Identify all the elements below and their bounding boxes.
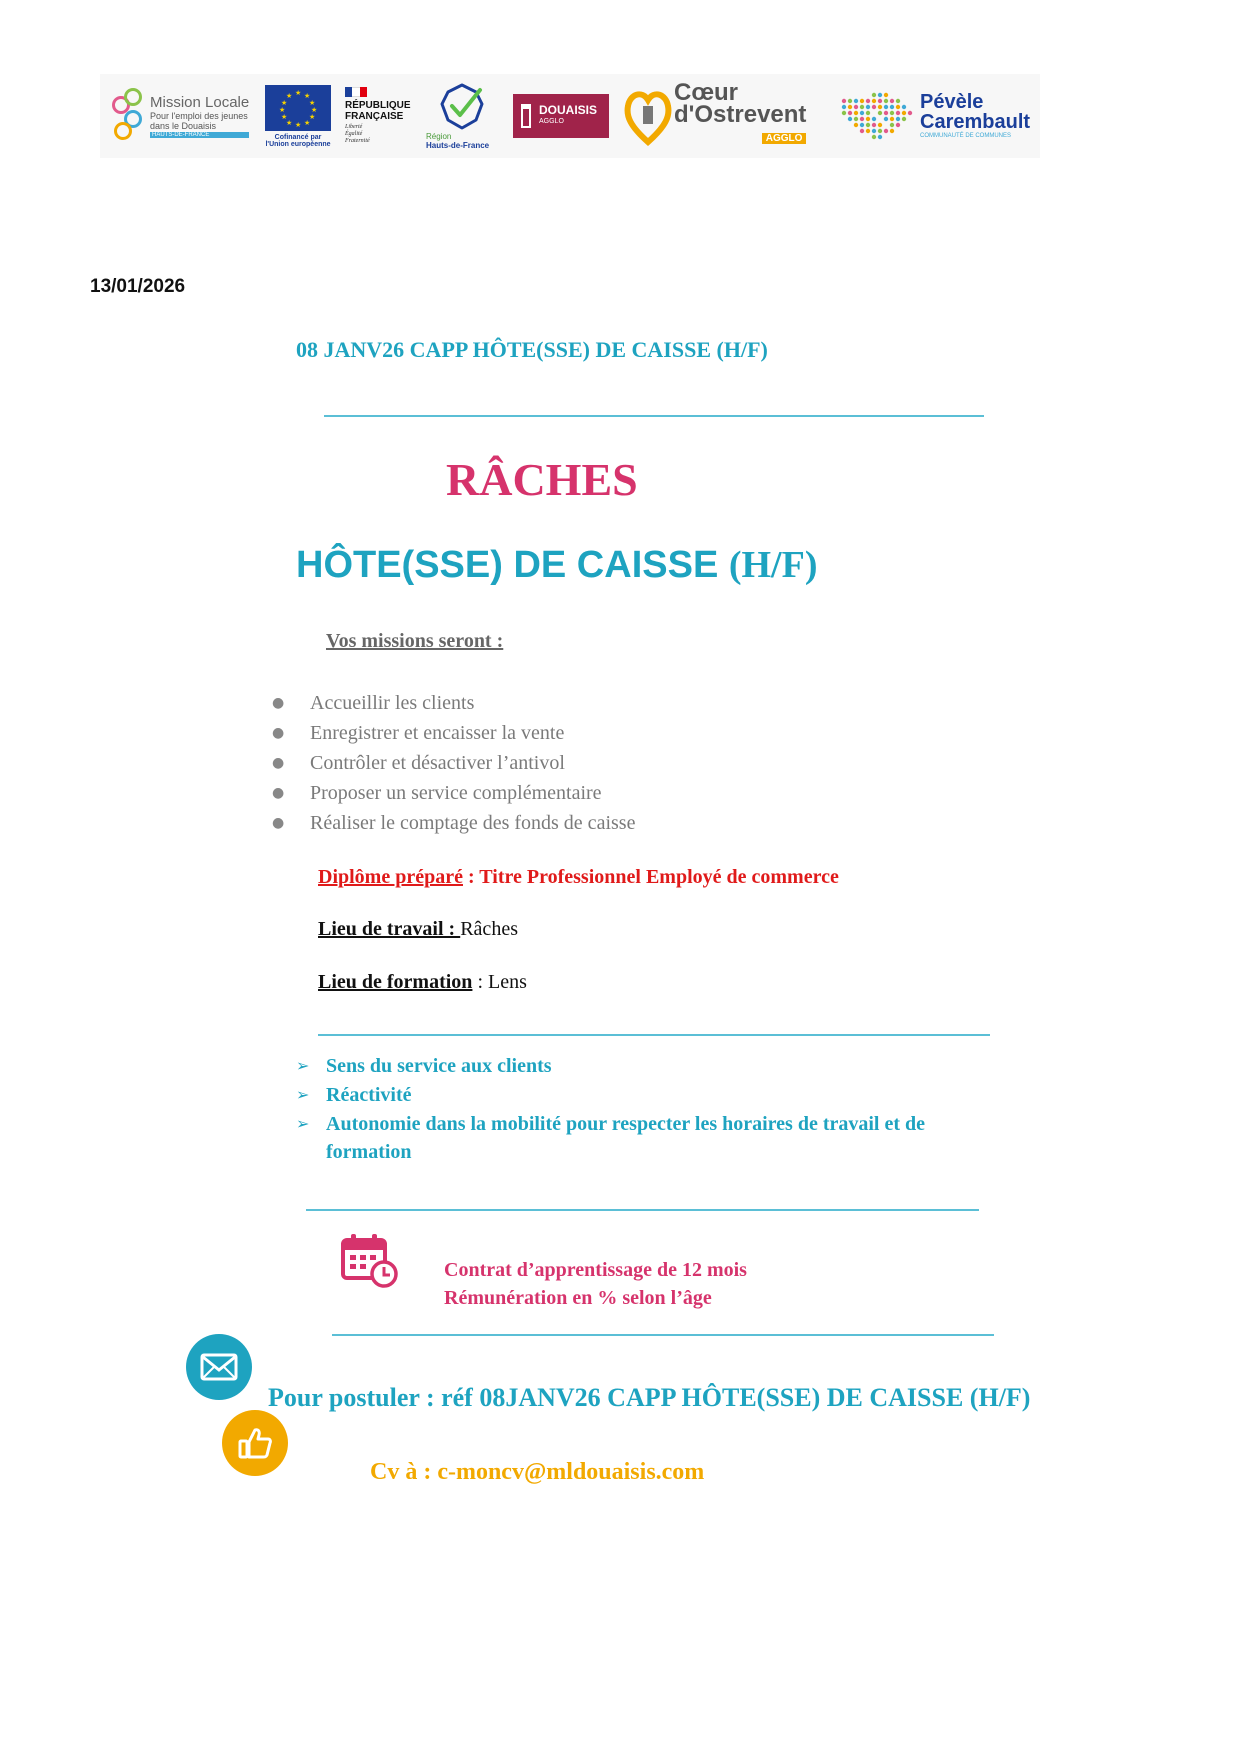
chevron-arrow-icon: ➢ [296,1056,310,1075]
skill-text: Réactivité [326,1084,412,1106]
divider-2 [318,1034,990,1036]
logo-eu [258,74,338,158]
contract-pay: Rémunération en % selon l’âge [444,1287,712,1309]
coeur-sub: AGGLO [762,133,807,144]
skill-text: Sens du service aux clients [326,1055,552,1077]
logo-pevele-carembault [838,74,1038,158]
bullet-icon: ● [272,755,285,771]
region-line-1: Région [426,132,452,141]
divider-3 [306,1209,979,1211]
list-item [296,1081,996,1109]
bullet-icon: ● [272,815,285,831]
region-map-check-icon [432,82,492,132]
pevele-line-1: Pévèle [920,91,984,113]
eu-caption-2: l'Union européenne [265,140,331,148]
training-location-line [318,971,527,994]
pevele-dots-map-icon [838,87,916,145]
training-location-label: Lieu de formation [318,971,473,993]
rf-line-2: FRANÇAISE [345,111,404,122]
logo-mission-locale [112,74,252,158]
list-item [296,1052,996,1080]
logo-republique-francaise [345,74,420,158]
coeur-line-2: d'Ostrevent [674,101,807,128]
list-item [272,808,635,838]
divider-1 [324,415,984,417]
job-city: RÂCHES [446,454,638,505]
cv-email[interactable]: Cv à : c-moncv@mldouaisis.com [370,1459,705,1485]
bullet-icon: ● [272,725,285,741]
logo-region-hdf [422,74,502,158]
mission-text: Enregistrer et encaisser la vente [310,722,565,744]
coeur-line-1: Cœur [674,79,738,106]
work-location-value: Râches [460,918,518,940]
list-item [272,748,635,778]
mission-text: Contrôler et désactiver l’antivol [310,752,565,774]
mission-locale-sub2: dans le Douaisis [150,121,217,131]
mission-locale-sub3: HAUTS-DE-FRANCE [150,132,249,138]
pevele-sub: COMMUNAUTÉ DE COMMUNES [920,133,1011,139]
douaisis-sub: AGGLO [539,118,564,125]
douaisis-belfry-icon [521,104,531,128]
missions-list [272,688,635,838]
list-item [272,718,635,748]
offer-reference-title: 08 JANV26 CAPP HÔTE(SSE) DE CAISSE (H/F) [296,337,768,362]
marianne-flag-icon [345,87,367,97]
list-item [272,778,635,808]
chevron-arrow-icon: ➢ [296,1085,310,1104]
bullet-icon: ● [272,695,285,711]
mission-text: Réaliser le comptage des fonds de caisse [310,812,636,834]
work-location-line [318,918,518,941]
coeur-heart-icon [624,86,672,146]
missions-heading: Vos missions seront : [326,630,504,652]
mission-locale-rings-icon [112,86,148,146]
training-location-value: : Lens [472,971,527,993]
work-location-label: Lieu de travail : [318,918,461,940]
eu-flag-icon: ★ ★ ★ ★ ★ ★ ★ ★ ★ ★ ★ ★ [265,85,331,131]
douaisis-name: DOUAISIS [539,103,598,117]
eu-caption-1: Cofinancé par [274,133,322,141]
rf-motto-2: Égalité [345,131,363,137]
bullet-icon: ● [272,785,285,801]
chevron-arrow-icon: ➢ [296,1114,310,1133]
rf-motto-3: Fraternité [345,138,370,144]
contract-info [444,1256,747,1312]
calendar-clock-icon [340,1232,400,1290]
logo-douaisis-agglo [513,74,609,158]
list-item [272,688,635,718]
mission-text: Proposer un service complémentaire [310,782,602,804]
list-item [296,1110,996,1166]
rf-line-1: RÉPUBLIQUE [345,100,411,111]
job-title [296,543,817,587]
region-line-2: Hauts-de-France [426,141,490,150]
document-date: 13/01/2026 [90,276,186,297]
skill-text: Autonomie dans la mobilité pour respecter les horaires de travail et de formation [326,1113,926,1163]
skills-list [296,1052,996,1167]
rf-motto-1: Liberté [345,124,363,130]
divider-4 [332,1334,994,1336]
envelope-icon [186,1334,252,1400]
job-title-suffix: (H/F) [728,544,818,586]
partner-logos-strip [100,74,1040,158]
diploma-value: : Titre Professionnel Employé de commerce [462,866,839,888]
thumbs-up-icon [222,1410,288,1476]
job-title-main: HÔTE(SSE) DE CAISSE [296,544,729,586]
mission-locale-sub1: Pour l'emploi des jeunes [150,111,248,121]
contract-type: Contrat d’apprentissage de 12 mois [444,1259,747,1281]
pevele-line-2: Carembault [920,111,1031,133]
diploma-line [318,866,839,889]
mission-text: Accueillir les clients [310,692,475,714]
mission-locale-title: Mission Locale [150,94,250,111]
diploma-label: Diplôme préparé [318,866,463,888]
apply-reference: Pour postuler : réf 08JANV26 CAPP HÔTE(SSE) DE CAISSE (H/F) [268,1383,1031,1412]
logo-coeur-ostrevent [624,74,829,158]
